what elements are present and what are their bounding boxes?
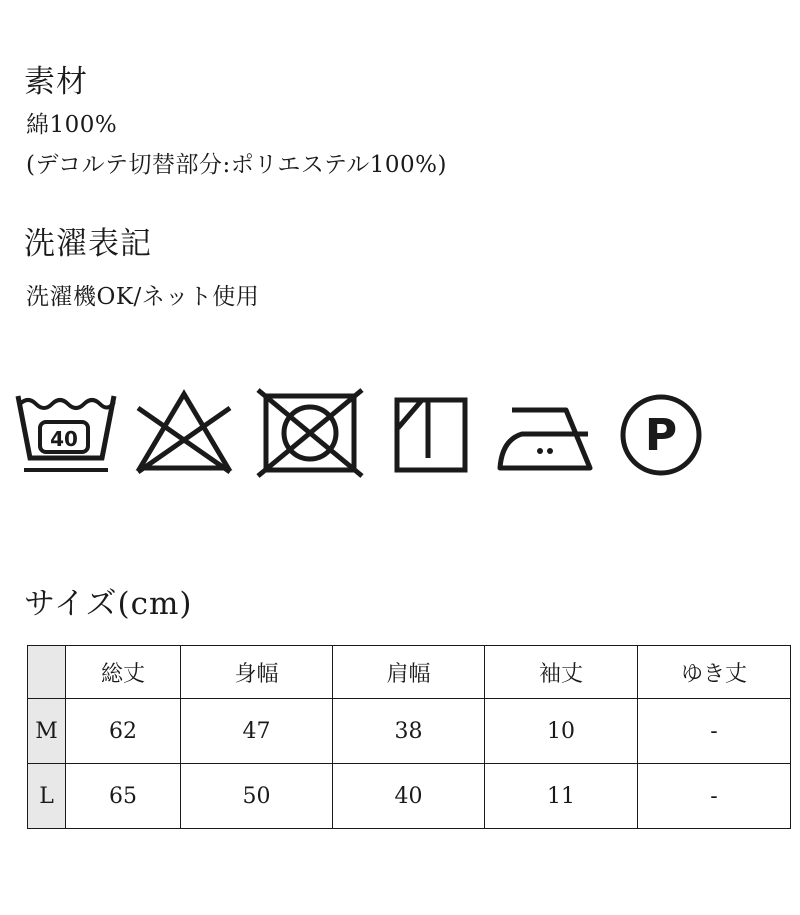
table-cell: 11 (485, 764, 638, 829)
wash-temp-label: 40 (50, 427, 78, 451)
row-label: L (28, 764, 66, 829)
table-cell: 62 (66, 699, 181, 764)
table-cell: 50 (181, 764, 333, 829)
table-row (28, 764, 791, 829)
column-header: 身幅 (181, 646, 333, 699)
material-heading: 素材 (24, 64, 88, 100)
washing-note: 洗濯機OK/ネット使用 (26, 284, 260, 310)
table-cell: 10 (485, 699, 638, 764)
column-header: 肩幅 (333, 646, 485, 699)
dry-clean-p-icon (617, 388, 707, 478)
table-cell: - (638, 764, 791, 829)
table-cell: 40 (333, 764, 485, 829)
material-main-text: 綿100% (26, 112, 118, 138)
no-bleach-icon (132, 388, 236, 478)
material-sub-text: (デコルテ切替部分:ポリエステル100%) (26, 152, 447, 178)
table-cell: 47 (181, 699, 333, 764)
table-cell: 38 (333, 699, 485, 764)
column-header: 袖丈 (485, 646, 638, 699)
table-cell: - (638, 699, 791, 764)
no-tumble-dry-icon (256, 388, 364, 480)
washing-heading: 洗濯表記 (24, 226, 152, 262)
line-dry-shade-icon (392, 388, 472, 478)
size-table-header (28, 646, 791, 699)
table-row (28, 699, 791, 764)
column-header: ゆき丈 (638, 646, 791, 699)
size-table (27, 645, 791, 829)
iron-medium-icon (496, 388, 600, 478)
dry-clean-letter: P (644, 410, 678, 461)
row-label: M (28, 699, 66, 764)
size-heading: サイズ(cm) (24, 586, 193, 622)
size-table-corner (28, 646, 66, 699)
table-cell: 65 (66, 764, 181, 829)
column-header: 総丈 (66, 646, 181, 699)
wash-tub-40-icon (14, 388, 118, 478)
